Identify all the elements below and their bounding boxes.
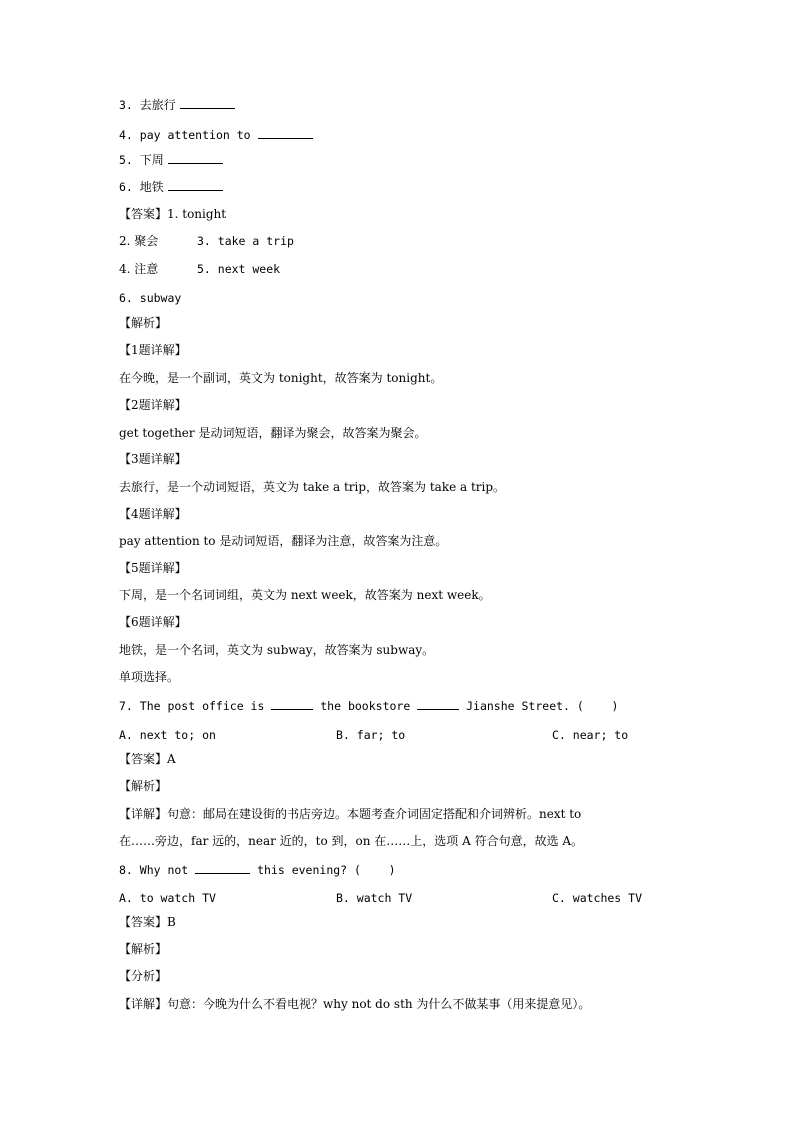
detail-text-2: get together 是动词短语，翻译为聚会，故答案为聚会。 <box>119 426 427 440</box>
analysis-header-8: 【解析】 <box>119 942 168 956</box>
question-text: 7. The post office is <box>119 699 272 713</box>
answer-8: 【答案】B <box>119 915 176 929</box>
answer-2: 2. 聚会 <box>119 234 159 248</box>
detail-8: 【详解】句意：今晚为什么不看电视？why not do sth 为什么不做某事（用来提意见）。 <box>119 997 591 1011</box>
answer-blank <box>271 698 313 710</box>
detail-header-2: 【2题详解】 <box>119 398 187 412</box>
answer-7: 【答案】A <box>119 752 176 766</box>
item-number: 5. <box>119 153 140 167</box>
detail-header-4: 【4题详解】 <box>119 507 187 521</box>
question-7 <box>119 695 618 717</box>
answer-4: 4. 注意 <box>119 262 159 276</box>
answer-blank <box>258 127 313 139</box>
item-text: 地铁 <box>139 180 164 194</box>
answer-blank <box>168 152 223 164</box>
detail-text-5: 下周，是一个名词词组，英文为 next week，故答案为 next week。 <box>119 588 491 602</box>
option-c: C. watches TV <box>552 891 643 905</box>
option-c: C. near; to <box>552 728 629 742</box>
detail-text-4: pay attention to 是动词短语，翻译为注意，故答案为注意。 <box>119 534 448 548</box>
answer-blank <box>168 179 223 191</box>
question-text: the bookstore <box>313 699 418 713</box>
detail-7-line-2: 在……旁边，far 远的，near 近的，to 到，on 在……上，选项 A 符合句意，故选 A。 <box>119 834 584 848</box>
item-number: 3. <box>119 98 140 112</box>
question-text: 8. Why not <box>119 863 196 877</box>
vocab-item-4 <box>119 124 313 146</box>
vocab-item-5 <box>119 149 223 171</box>
option-b: B. far; to <box>336 728 406 742</box>
option-b: B. watch TV <box>336 891 413 905</box>
detail-text-1: 在今晚，是一个副词，英文为 tonight，故答案为 tonight。 <box>119 371 443 385</box>
detail-7-line-1: 【详解】句意：邮局在建设街的书店旁边。本题考查介词固定搭配和介词辨析。next to <box>119 807 582 821</box>
answer-3: 3. take a trip <box>197 234 294 248</box>
detail-header-6: 【6题详解】 <box>119 615 187 629</box>
answer-5: 5. next week <box>197 262 281 276</box>
vocab-item-6 <box>119 176 223 198</box>
analysis-header-7: 【解析】 <box>119 779 168 793</box>
detail-text-3: 去旅行，是一个动词短语，英文为 take a trip，故答案为 take a trip。 <box>119 480 506 494</box>
option-a: A. to watch TV <box>119 891 216 905</box>
section-title: 单项选择。 <box>119 670 180 684</box>
detail-header-1: 【1题详解】 <box>119 343 187 357</box>
option-a: A. next to; on <box>119 728 216 742</box>
answer-blank <box>180 97 235 109</box>
detail-header-3: 【3题详解】 <box>119 452 187 466</box>
question-text: this evening? ( ) <box>250 863 396 877</box>
detail-header-5: 【5题详解】 <box>119 561 187 575</box>
vocab-item-3 <box>119 94 235 116</box>
answer-blank <box>417 698 459 710</box>
answer-line-1: 【答案】1. tonight <box>119 207 227 221</box>
item-text: 去旅行 <box>139 98 176 112</box>
analysis-header: 【解析】 <box>119 316 168 330</box>
detail-text-6: 地铁，是一个名词，英文为 subway，故答案为 subway。 <box>119 643 435 657</box>
item-text: pay attention to <box>139 128 251 142</box>
answer-blank <box>195 862 250 874</box>
question-text: Jianshe Street. ( ) <box>459 699 619 713</box>
question-8 <box>119 859 396 881</box>
analysis-sub-8: 【分析】 <box>119 969 168 983</box>
item-text: 下周 <box>139 153 164 167</box>
item-number: 6. <box>119 180 140 194</box>
answer-6: 6. subway <box>119 291 182 305</box>
item-number: 4. <box>119 128 140 142</box>
